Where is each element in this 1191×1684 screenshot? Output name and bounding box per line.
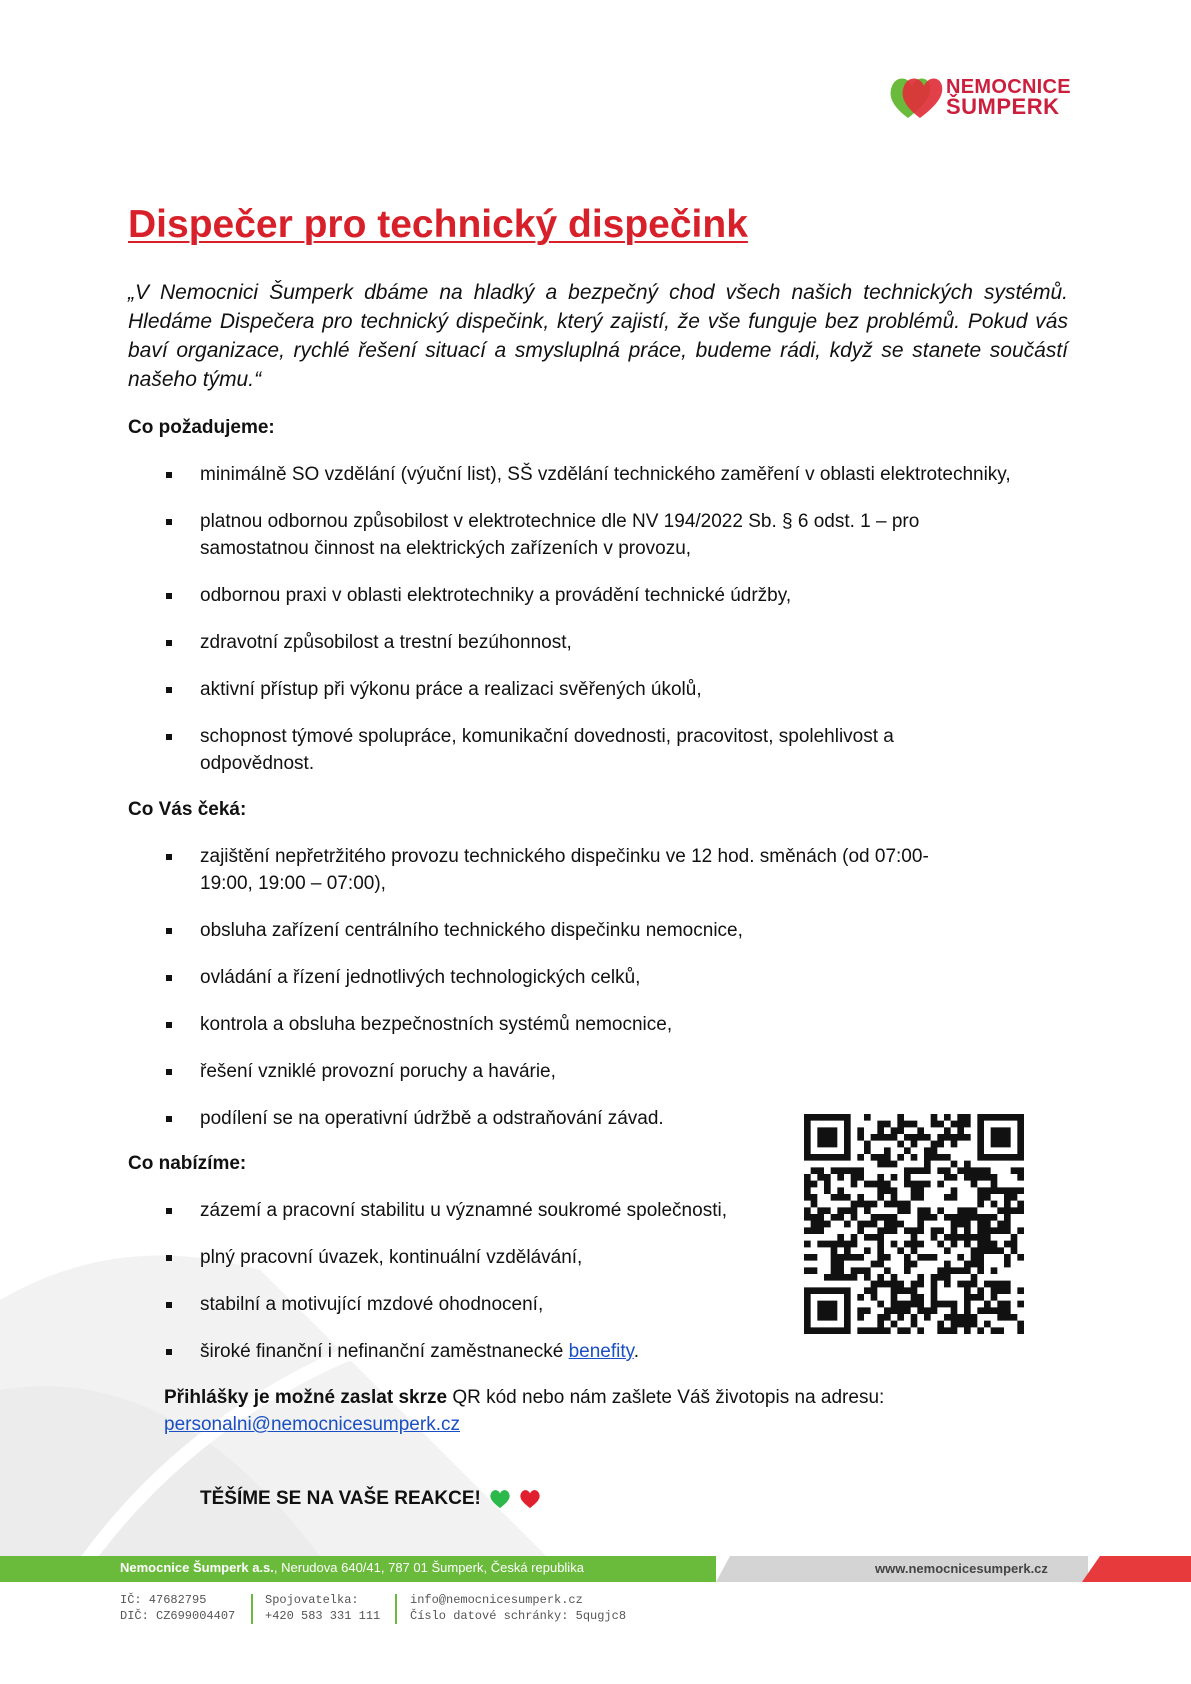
list-item: platnou odbornou způsobilost v elektrotechnice dle NV 194/2022 Sb. § 6 odst. 1 – pro samostatnou činnost na elektrických zařízeních v provozu, <box>128 508 1048 562</box>
list-item: odbornou praxi v oblasti elektrotechniky a provádění technické údržby, <box>128 582 1048 609</box>
footer-website[interactable]: www.nemocnicesumperk.cz <box>875 1561 1048 1576</box>
application-info: Přihlášky je možné zaslat skrze QR kód nebo nám zašlete Váš životopis na adresu: personalni@nemocnicesumperk.cz <box>164 1387 885 1435</box>
requirements-list <box>128 461 1048 777</box>
logo-line-1: NEMOCNICE <box>946 76 1071 98</box>
list-item: řešení vzniklé provozní poruchy a havárie, <box>128 1058 1048 1085</box>
red-heart-icon <box>519 1489 541 1509</box>
list-item: schopnost týmové spolupráce, komunikační dovednosti, pracovitost, spolehlivost a odpovědnost. <box>128 723 1048 777</box>
intro-paragraph: „V Nemocnici Šumperk dbáme na hladký a bezpečný chod všech našich technických systémů. Hledáme Dispečera pro technický dispečink, který zajistí, že vše funguje bez problémů. Pokud vás baví organizace, rychlé řešení situací a smysluplná práce, budeme rádi, když se stanete součástí našeho týmu.“ <box>128 281 1068 391</box>
page-title: Dispečer pro technický dispečink <box>128 203 748 246</box>
list-item: obsluha zařízení centrálního technického dispečinku nemocnice, <box>128 917 1048 944</box>
footer-bar <box>0 1556 1191 1582</box>
list-item: stabilní a motivující mzdové ohodnocení, <box>128 1291 788 1318</box>
logo-line-2: ŠUMPERK <box>946 94 1060 119</box>
duties-list <box>128 843 1048 1132</box>
footer-ids: IČ: 47682795 DIČ: CZ699004407 <box>120 1593 236 1623</box>
list-item: široké finanční i nefinanční zaměstnanecké benefity. <box>128 1338 788 1365</box>
list-item: zdravotní způsobilost a trestní bezúhonnost, <box>128 629 1048 656</box>
list-item: aktivní přístup při výkonu práce a realizaci svěřených úkolů, <box>128 676 1048 703</box>
list-item: kontrola a obsluha bezpečnostních systémů nemocnice, <box>128 1011 1048 1038</box>
list-item: plný pracovní úvazek, kontinuální vzdělávání, <box>128 1244 788 1271</box>
offer-list <box>128 1197 788 1365</box>
list-item: minimálně SO vzdělání (výuční list), SŠ vzdělání technického zaměření v oblasti elektrotechniky, <box>128 461 1048 488</box>
duties-heading: Co Vás čeká: <box>128 799 247 820</box>
footer-phone: Spojovatelka: +420 583 331 111 <box>265 1593 381 1623</box>
footer <box>0 1556 1191 1684</box>
list-item: zázemí a pracovní stabilitu u významné soukromé společnosti, <box>128 1197 788 1224</box>
qr-modules <box>804 1114 1024 1334</box>
hospital-logo <box>888 74 1078 124</box>
closing-line: TĚŠÍME SE NA VAŠE REAKCE! <box>200 1488 541 1510</box>
footer-contact: info@nemocnicesumperk.cz Číslo datové schránky: 5qugjc8 <box>410 1593 627 1623</box>
requirements-heading: Co požadujeme: <box>128 417 275 438</box>
footer-address: Nemocnice Šumperk a.s., Nerudova 640/41, 787 01 Šumperk, Česká republika <box>120 1560 584 1575</box>
heart-logo-icon <box>888 74 944 120</box>
qr-code[interactable] <box>796 1106 1032 1342</box>
green-heart-icon <box>489 1489 511 1509</box>
offer-heading: Co nabízíme: <box>128 1153 247 1174</box>
list-item: ovládání a řízení jednotlivých technologických celků, <box>128 964 1048 991</box>
email-link[interactable]: personalni@nemocnicesumperk.cz <box>164 1414 460 1435</box>
list-item: zajištění nepřetržitého provozu technického dispečinku ve 12 hod. směnách (od 07:00-19:00, 19:00 – 07:00), <box>128 843 1048 897</box>
benefits-link[interactable]: benefity <box>568 1341 634 1362</box>
list-item: podílení se na operativní údržbě a odstraňování závad. <box>128 1105 1048 1132</box>
